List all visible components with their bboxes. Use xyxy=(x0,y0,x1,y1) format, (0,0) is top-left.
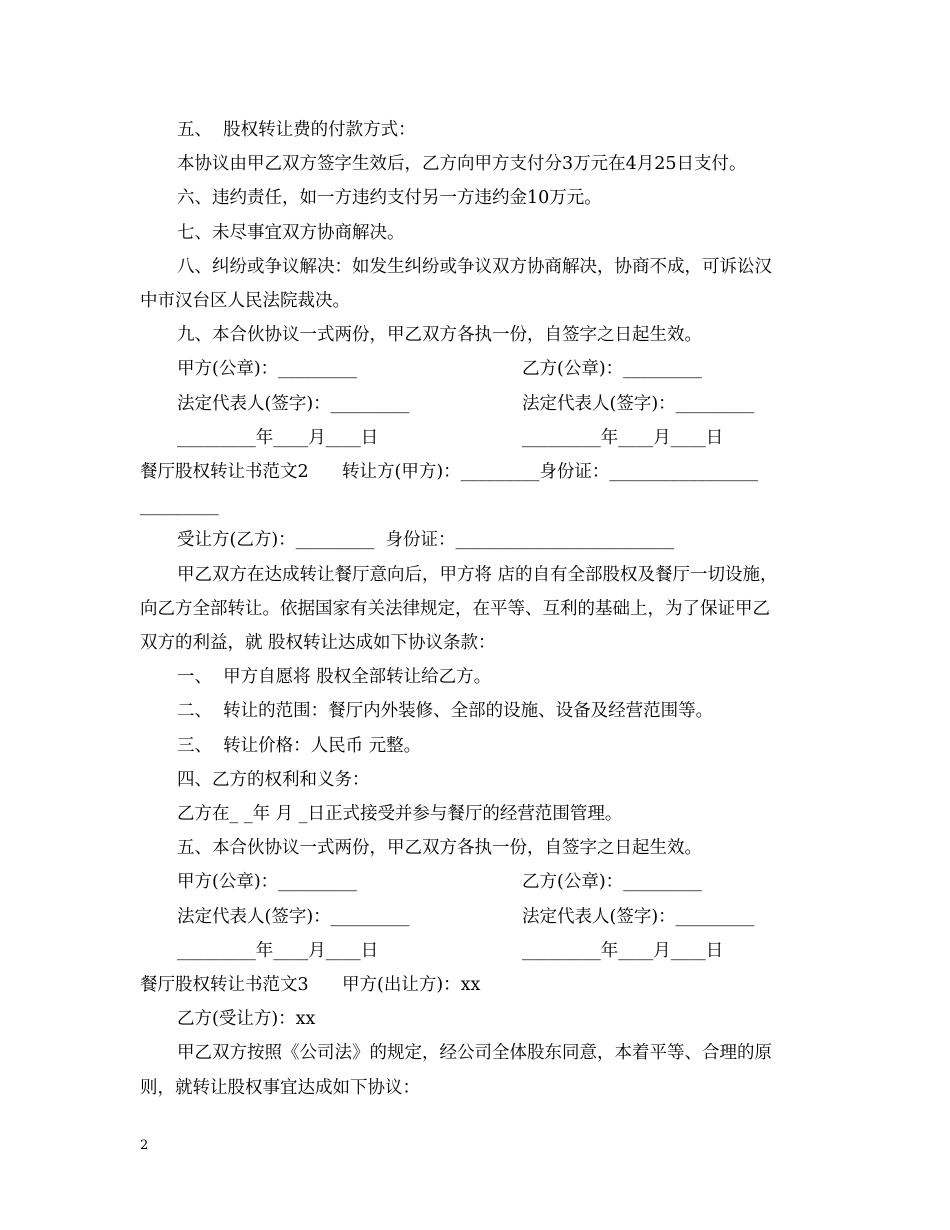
clause-8-line2: 中市汉台区人民法院裁决。 xyxy=(140,291,350,311)
party-b-seal-line: 乙方(公章)：_________ xyxy=(522,359,702,379)
party-b-date-line-2: _________年____月____日 xyxy=(522,941,724,961)
sample-3-intro-line1: 甲乙双方按照《公司法》的规定，经公司全体股东同意，本着平等、合理的原 xyxy=(177,1043,772,1063)
paragraph-payment: 本协议由甲乙双方签字生效后，乙方向甲方支付分3万元在4月25日支付。 xyxy=(177,154,747,174)
intro-line2: 向乙方全部转让。依据国家有关法律规定，在平等、互利的基础上，为了保证甲乙 xyxy=(140,599,770,619)
party-b-rep-line: 法定代表人(签字)：_________ xyxy=(522,394,755,414)
party-b-transferee: 乙方(受让方)：xx xyxy=(177,1009,316,1029)
party-a-seal-line: 甲方(公章)：_________ xyxy=(177,359,357,379)
article-5: 五、本合伙协议一式两份，甲乙双方各执一份，自签字之日起生效。 xyxy=(177,838,702,858)
party-a-date-line-2: _________年____月____日 xyxy=(177,941,379,961)
clause-6: 六、违约责任，如一方违约支付另一方违约金10万元。 xyxy=(177,188,602,208)
clause-8-line1: 八、纠纷或争议解决：如发生纠纷或争议双方协商解决，协商不成，可诉讼汉 xyxy=(177,257,772,277)
sample-3-intro-line2: 则，就转让股权事宜达成如下协议： xyxy=(140,1078,420,1098)
clause-5-heading: 五、 股权转让费的付款方式： xyxy=(177,120,416,140)
article-2: 二、 转让的范围：餐厅内外装修、全部的设施、设备及经营范围等。 xyxy=(177,701,714,721)
article-4: 四、乙方的权利和义务： xyxy=(177,770,370,790)
intro-line3: 双方的利益，就 股权转让达成如下协议条款： xyxy=(140,633,496,653)
clause-7: 七、未尽事宜双方协商解决。 xyxy=(177,223,405,243)
article-4-body: 乙方在_ _年 月 _日正式接受并参与餐厅的经营范围管理。 xyxy=(177,804,623,824)
intro-line1: 甲乙双方在达成转让餐厅意向后，甲方将 店的自有全部股权及餐厅一切设施， xyxy=(177,565,778,585)
clause-9: 九、本合伙协议一式两份，甲乙双方各执一份，自签字之日起生效。 xyxy=(177,325,702,345)
id-continuation: _________ xyxy=(140,496,219,516)
sample-2-heading: 餐厅股权转让书范文2 转让方(甲方)：_________身份证：_________________ xyxy=(140,462,759,482)
party-b-rep-line-2: 法定代表人(签字)：_________ xyxy=(522,907,755,927)
party-a-rep-line: 法定代表人(签字)：_________ xyxy=(177,394,410,414)
article-1: 一、 甲方自愿将 股权全部转让给乙方。 xyxy=(177,667,492,687)
party-a-date-line: _________年____月____日 xyxy=(177,428,379,448)
transferee-line: 受让方(乙方)：_________ 身份证：_________________________ xyxy=(177,530,675,550)
party-b-date-line: _________年____月____日 xyxy=(522,428,724,448)
article-3: 三、 转让价格：人民币 元整。 xyxy=(177,736,422,756)
sample-3-heading: 餐厅股权转让书范文3 甲方(出让方)：xx xyxy=(140,975,481,995)
party-a-rep-line-2: 法定代表人(签字)：_________ xyxy=(177,907,410,927)
party-a-seal-line-2: 甲方(公章)：_________ xyxy=(177,872,357,892)
page-number: 2 xyxy=(140,1138,149,1153)
party-b-seal-line-2: 乙方(公章)：_________ xyxy=(522,872,702,892)
